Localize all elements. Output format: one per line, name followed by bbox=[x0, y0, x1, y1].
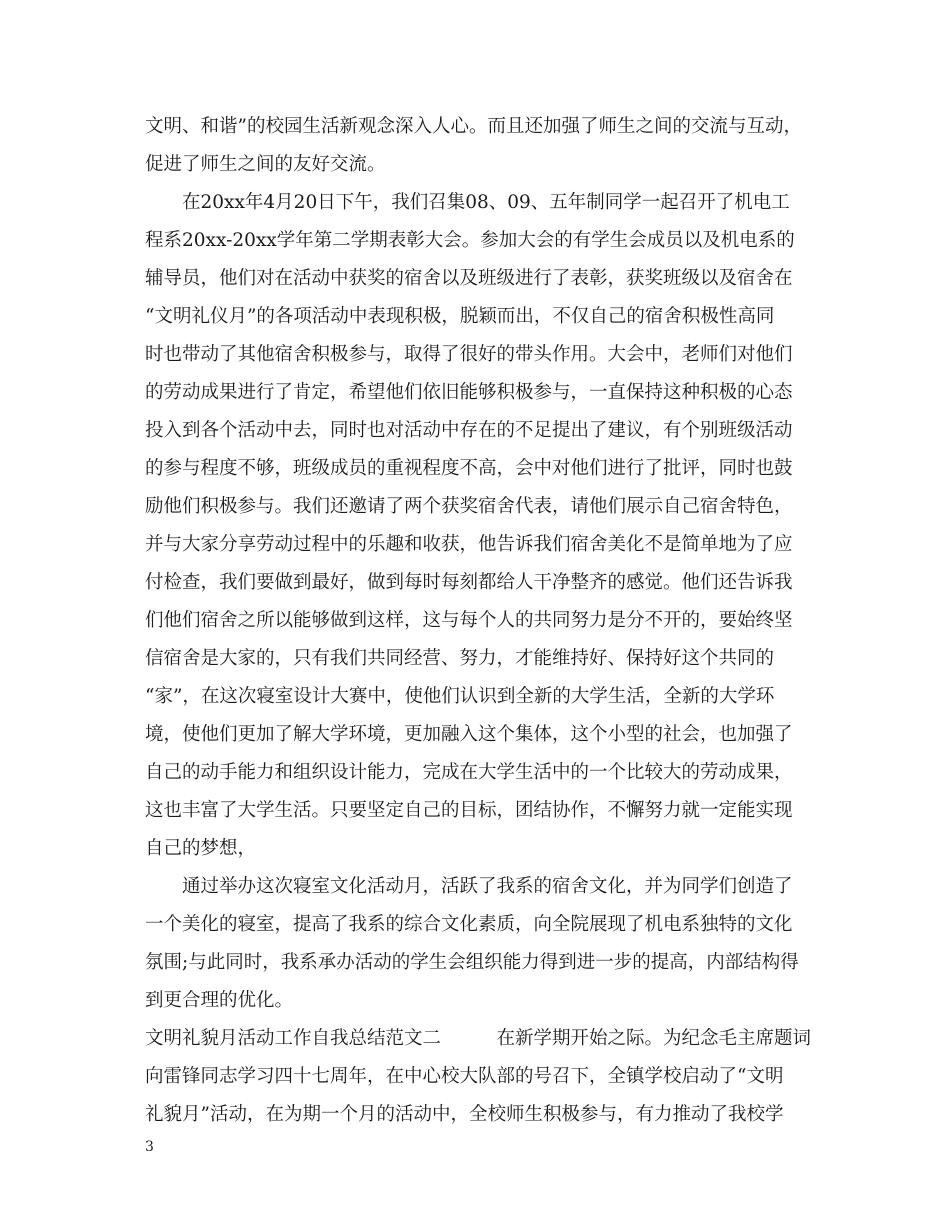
text-line: 的劳动成果进行了肯定，希望他们依旧能够积极参与，一直保持这种积极的心态 bbox=[145, 382, 793, 403]
text-line: 促进了师生之间的友好交流。 bbox=[145, 154, 386, 175]
text-line: 们他们宿舍之所以能够做到这样，这与每个人的共同努力是分不开的，要始终坚 bbox=[145, 610, 793, 631]
text-line: 向雷锋同志学习四十七周年，在中心校大队部的号召下，全镇学校启动了“文明 bbox=[145, 1066, 784, 1087]
text-line: “家”，在这次寝室设计大赛中，使他们认识到全新的大学生活，全新的大学环 bbox=[145, 686, 775, 707]
text-line: 氛围;与此同时，我系承办活动的学生会组织能力得到进一步的提高，内部结构得 bbox=[145, 952, 799, 973]
text-line: 一个美化的寝室，提高了我系的综合文化素质，向全院展现了机电系独特的文化 bbox=[145, 914, 793, 935]
text-line: 信宿舍是大家的，只有我们共同经营、努力，才能维持好、保持好这个共同的 bbox=[145, 648, 775, 669]
text-line: 辅导员，他们对在活动中获奖的宿舍以及班级进行了表彰，获奖班级以及宿舍在 bbox=[145, 268, 793, 289]
text-line: 程系20xx-20xx学年第二学期表彰大会。参加大会的有学生会成员以及机电系的 bbox=[145, 230, 795, 251]
page-number: 3 bbox=[145, 1139, 154, 1155]
text-line: 这也丰富了大学生活。只要坚定自己的目标，团结协作，不懈努力就一定能实现 bbox=[145, 800, 793, 821]
text-line: 通过举办这次寝室文化活动月，活跃了我系的宿舍文化，并为同学们创造了 bbox=[145, 876, 793, 897]
text-line: 到更合理的优化。 bbox=[145, 990, 294, 1011]
text-line: 礼貌月”活动，在为期一个月的活动中，全校师生积极参与，有力推动了我校学 bbox=[145, 1104, 784, 1125]
text-line: 付检查，我们要做到最好，做到每时每刻都给人干净整齐的感觉。他们还告诉我 bbox=[145, 572, 793, 593]
body-text bbox=[145, 108, 825, 1134]
text-line: 的参与程度不够，班级成员的重视程度不高，会中对他们进行了批评，同时也鼓 bbox=[145, 458, 793, 479]
text-line: 文明、和谐”的校园生活新观念深入人心。而且还加强了师生之间的交流与互动， bbox=[145, 116, 802, 137]
text-line: “文明礼仪月”的各项活动中表现积极，脱颖而出，不仅自己的宿舍积极性高同 bbox=[145, 306, 775, 327]
text-line: 并与大家分享劳动过程中的乐趣和收获，他告诉我们宿舍美化不是简单地为了应 bbox=[145, 534, 793, 555]
text-line: 自己的梦想， bbox=[145, 838, 257, 859]
text-line: 自己的动手能力和组织设计能力，完成在大学生活中的一个比较大的劳动成果， bbox=[145, 762, 793, 783]
text-line: 文明礼貌月活动工作自我总结范文二 在新学期开始之际。为纪念毛主席题词 bbox=[145, 1028, 812, 1049]
text-line: 在20xx年4月20日下午，我们召集08、09、五年制同学一起召开了机电工 bbox=[145, 192, 790, 213]
text-line: 时也带动了其他宿舍积极参与，取得了很好的带头作用。大会中，老师们对他们 bbox=[145, 344, 793, 365]
text-line: 投入到各个活动中去，同时也对活动中存在的不足提出了建议，有个别班级活动 bbox=[145, 420, 793, 441]
text-line: 境，使他们更加了解大学环境，更加融入这个集体，这个小型的社会，也加强了 bbox=[145, 724, 793, 745]
text-line: 励他们积极参与。我们还邀请了两个获奖宿舍代表，请他们展示自己宿舍特色， bbox=[145, 496, 793, 517]
